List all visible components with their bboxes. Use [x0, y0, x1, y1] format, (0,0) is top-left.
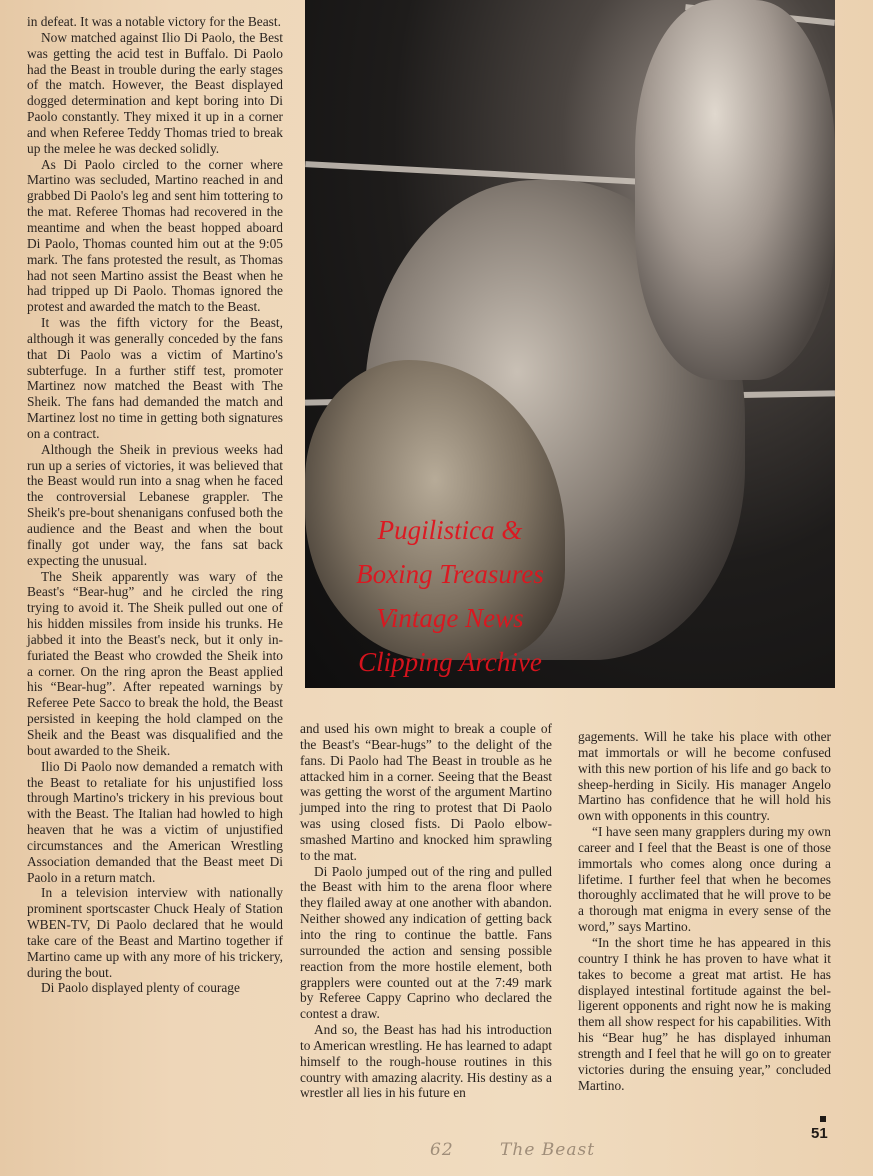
paragraph: Ilio Di Paolo now demanded a rematch with the Beast to retaliate for his unjustified loss through Martino's trickery in his previous bout with the Beast. The Italian had howled to high heaven that he was a victim of unjustified circumstances and the American Wrestling Association demanded that the Beast meet Di Paolo in a return match. — [27, 758, 283, 885]
paragraph: It was the fifth victory for the Beast, although it was generally conceded by the fans that Di Paolo was a victim of Martino's subterfuge. In a further stiff test, promoter Martinez now matched the Beast with The Sheik. The fans had demanded the match and Martinez lost no time in getting both signatures on a contract. — [27, 315, 283, 441]
handwritten-number: 62 — [430, 1140, 454, 1160]
paragraph: Now matched against Ilio Di Paolo, the Best was getting the acid test in Buffalo. Di Paolo had the Beast in trouble during the early stages of the match. However, the Beast displayed dogged determination and kept boring into Di Paolo constantly. They mixed it up in a corner and when Referee Teddy Thomas tried to break up the melee he was decked solidly. — [27, 29, 283, 156]
paragraph: And so, the Beast has had his introduction to American wrestling. He has learned to adapt himself to the rough-house routines in this country with amazing alacrity. His destiny as a wrestler all lies in his future en — [300, 1022, 552, 1101]
paragraph: The Sheik apparently was wary of the Beast's “Bear-hug” and he circled the ring trying to avoid it. The Sheik pulled out one of his hidden missiles from inside his trunks. He jabbed it into the Beast's neck, but it only infuriated the Beast who crowded the Sheik into a corner. On the ring apron the Beast applied his “Bear-hug”. After repeated warnings by Referee Pete Sacco to break the hold, the Beast persisted in keeping the hold clamped on the Sheik and the Beast was disqualified and the bout awarded to the Sheik. — [27, 568, 283, 758]
watermark-line: Vintage News — [376, 603, 524, 633]
paragraph: “In the short time he has appeared in this country I think he has proven to have what it takes to become a great mat artist. He has displayed intestinal fortitude against the belligerent opponents and right now he is making them all show respect for his capabilities. With his “Bear hug” he has displayed inhuman strength and I feel that he will go on to greater victories during the ensuing year,” concluded Martino. — [578, 934, 831, 1093]
end-of-article-mark — [820, 1116, 826, 1122]
paragraph: “I have seen many grapplers during my own career and I feel that the Beast is one of those immortals who comes along once during a lifetime. I further feel that when he becomes thoroughly acclimated that he will prove to be a thorough mat enigma in every sense of the word,” says Martino. — [578, 824, 831, 935]
watermark-line: Boxing Treasures — [356, 559, 544, 589]
paragraph: in defeat. It was a notable victory for the Beast. — [27, 14, 281, 29]
handwritten-title: The Beast — [500, 1140, 596, 1160]
paragraph: Di Paolo displayed plenty of courage — [41, 980, 240, 996]
watermark-line: Clipping Archive — [358, 647, 542, 677]
paragraph: and used his own might to break a couple of the Beast's “Bear-hugs” to the delight of the fans. Di Paolo had The Beast in trouble as he attacked him in a corner. Seeing that the Beast was getting the worst of the argument Martino jumped into the ring to protest that Di Paolo was using closed fists. Di Paolo elbow-smashed Martino and knocked him sprawling to the mat. — [300, 721, 552, 863]
article-column-1 — [27, 14, 283, 996]
watermark-line: Pugilistica & — [377, 515, 523, 545]
page-number: 51 — [811, 1125, 828, 1142]
paragraph: Di Paolo jumped out of the ring and pulled the Beast with him to the arena floor where they flailed away at one another with abandon. Neither showed any indication of getting back into the ring to continue the battle. Fans surrounded the action and sensing possible reaction from the more hostile element, both grapplers were counted out at the 7:49 mark by Referee Cappy Caprino who declared the contest a draw. — [300, 863, 552, 1022]
wrestler-figure — [635, 0, 835, 380]
paragraph: In a television interview with nationally prominent sportscaster Chuck Healy of Station WBEN-TV, Di Paolo declared that he would take care of the Beast and Martino together if Martino came up with any more of his trickery, during the bout. — [27, 885, 283, 980]
archive-watermark — [305, 508, 595, 684]
article-column-3 — [578, 729, 831, 1093]
article-column-2 — [300, 721, 552, 1101]
handwritten-note — [430, 1140, 595, 1160]
paragraph: As Di Paolo circled to the corner where Martino was secluded, Martino reached in and grabbed Di Paolo's leg and sent him tottering to the mat. Referee Thomas had recovered in the meantime and when the beast hopped aboard Di Paolo, Thomas counted him out at the 9:05 mark. The fans protested the result, as Thomas had not seen Martino assist the Beast when he had tripped up Di Paolo. Thomas ignored the protest and awarded the match to the Beast. — [27, 156, 283, 315]
paragraph: Although the Sheik in previous weeks had run up a series of victories, it was believed that the Beast would run into a snag when he faced the controversial Lebanese grappler. The Sheik's pre-bout shenanigans confused both the audience and the Beast and when the bout finally got under way, the fans sat back expecting the unusual. — [27, 441, 283, 568]
paragraph: gagements. Will he take his place with other mat immortals or will he become confused with this new portion of his life and go back to sheep-herding in Sicily. His manager Angelo Martino has confidence that he will hold his own with opponents in this country. — [578, 729, 831, 824]
